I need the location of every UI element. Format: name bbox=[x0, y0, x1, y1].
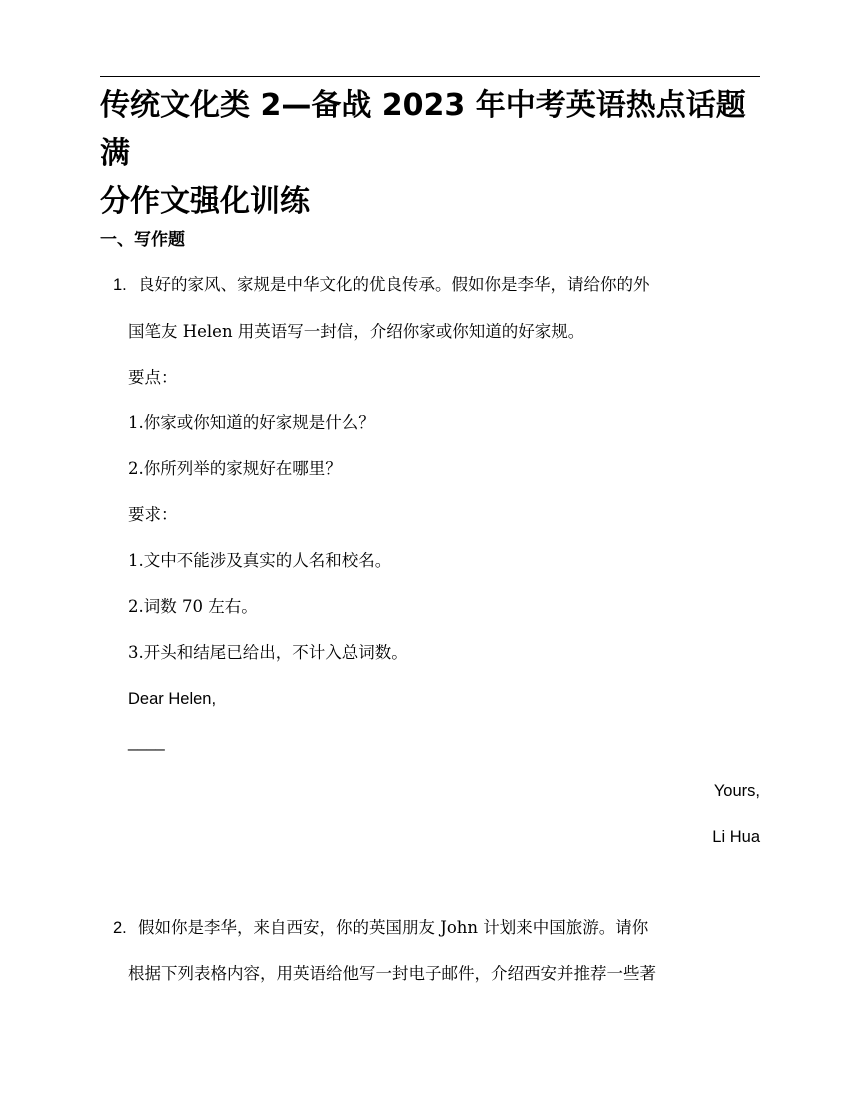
requirement-1: 1.文中不能涉及真实的人名和校名。 bbox=[128, 551, 392, 570]
letter-greeting: Dear Helen, bbox=[128, 690, 217, 708]
question-1-number: 1. bbox=[113, 276, 127, 294]
title-line-1: 传统文化类 2—备战 2023 年中考英语热点话题满 bbox=[100, 88, 746, 171]
document-title bbox=[100, 82, 765, 226]
question-2-prompt-line-1: 假如你是李华，来自西安，你的英国朋友 John 计划来中国旅游。请你 bbox=[138, 918, 649, 937]
question-1-prompt-line-1: 良好的家风、家规是中华文化的优良传承。假如你是李华，请给你的外 bbox=[138, 275, 650, 294]
requirements-label: 要求： bbox=[128, 505, 178, 524]
points-label: 要点： bbox=[128, 368, 178, 387]
letter-closing: Yours, bbox=[713, 782, 760, 800]
header-rule bbox=[100, 76, 760, 77]
requirement-2: 2.词数 70 左右。 bbox=[128, 597, 258, 616]
requirement-3: 3.开头和结尾已给出，不计入总词数。 bbox=[128, 643, 408, 662]
question-2-prompt-line-2: 根据下列表格内容，用英语给他写一封电子邮件，介绍西安并推荐一些著 bbox=[128, 964, 656, 983]
letter-signature: Li Hua bbox=[712, 828, 760, 846]
question-1-prompt-line-2: 国笔友 Helen 用英语写一封信，介绍你家或你知道的好家规。 bbox=[128, 322, 585, 341]
point-2: 2.你所列举的家规好在哪里？ bbox=[128, 459, 342, 478]
letter-blank: ____ bbox=[128, 733, 165, 751]
title-line-2: 分作文强化训练 bbox=[100, 184, 310, 219]
section-heading: 一、写作题 bbox=[100, 230, 185, 250]
question-2-number: 2. bbox=[113, 919, 127, 937]
point-1: 1.你家或你知道的好家规是什么？ bbox=[128, 413, 375, 432]
